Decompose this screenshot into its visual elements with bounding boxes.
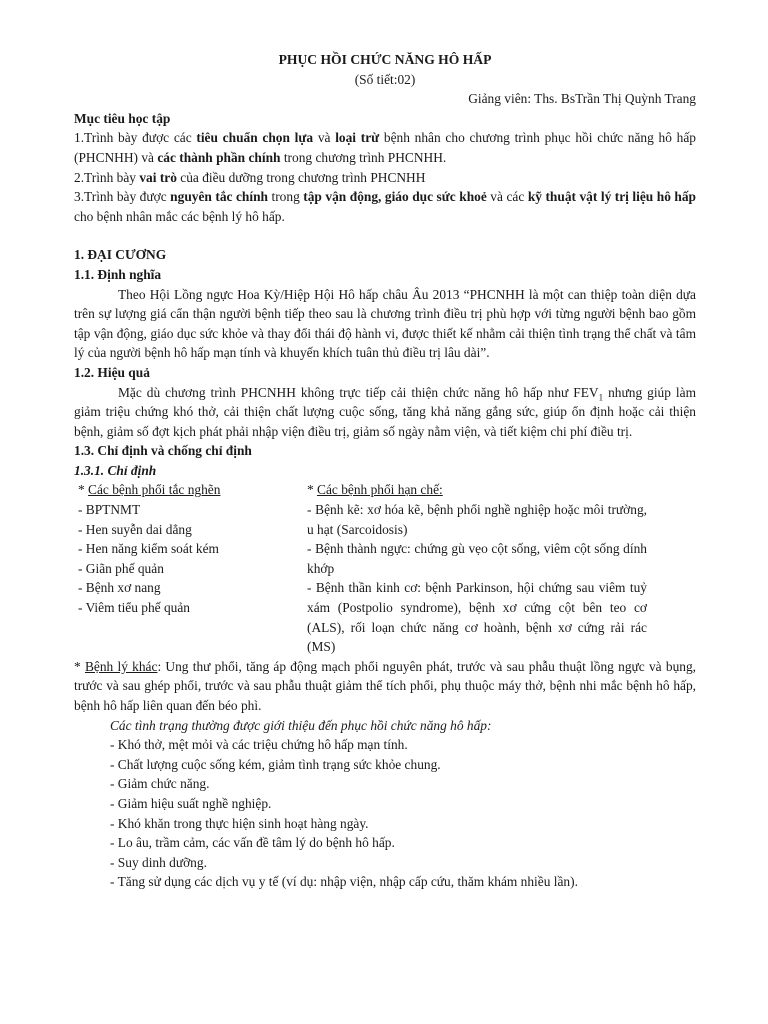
document-title: PHỤC HỒI CHỨC NĂNG HÔ HẤP [278, 52, 492, 67]
list-item: - Bệnh thành ngực: chứng gù vẹo cột sống, viêm cột sống dính khớp [307, 541, 647, 576]
list-item: - Khó khăn trong thực hiện sinh hoạt hàng ngày. [110, 815, 369, 831]
list-item: - Bệnh kẽ: xơ hóa kẽ, bệnh phổi nghề nghiệp hoặc môi trường, u hạt (Sarcoidosis) [307, 502, 647, 537]
list-item: - Giảm hiệu suất nghề nghiệp. [110, 795, 272, 811]
list-item: - Hen năng kiểm soát kém [78, 541, 219, 557]
list-item: - Chất lượng cuộc sống kém, giảm tình trạng sức khỏe chung. [110, 756, 441, 772]
objective-2: 2.Trình bày vai trò của điều dưỡng trong chương trình PHCNHH [74, 169, 426, 185]
document-subtitle: (Số tiết:02) [354, 71, 416, 87]
effectiveness-paragraph: Mặc dù chương trình PHCNHH không trực tiếp cải thiện chức năng hô hấp như $FEV_1$ nhưng giúp làm giảm triệu chứng khó thở, cải thiện chất lượng cuộc sống, tăng khả năng gắng sức, giúp ổn định hoặc cải thiện bệnh, giảm số đợt kịch phát phải nhập viện điều trị, giảm số ngày nằm viện, và tiết kiệm chi phí điều trị. [74, 384, 697, 439]
list-item: - Bệnh thần kinh cơ: bệnh Parkinson, hội chứng sau viêm tuỷ xám (Postpolio syndrome), bệnh xơ cứng cột bên teo cơ (ALS), rối loạn chức năng cơ hoành, bệnh xơ cứng rải rác (MS) [307, 580, 647, 655]
indications-columns [74, 480, 696, 656]
section-1-1-heading: 1.1. Định nghĩa [74, 266, 162, 282]
objective-3: 3.Trình bày được nguyên tắc chính trong tập vận động, giáo dục sức khoẻ và các kỹ thuật vật lý trị liệu hô hấp cho bệnh nhân mắc các bệnh lý hô hấp. [74, 189, 696, 224]
restrictive-title: * Các bệnh phổi hạn chế: [307, 482, 443, 498]
list-item: - BPTNMT [78, 502, 141, 518]
restrictive-column [307, 480, 647, 656]
list-item: - Lo âu, trầm cảm, các vấn đề tâm lý do bệnh hô hấp. [110, 835, 395, 851]
section-1-2-heading: 1.2. Hiệu quả [74, 364, 150, 380]
objectives-heading: Mục tiêu học tập [74, 110, 171, 126]
list-item: - Khó thở, mệt mỏi và các triệu chứng hô hấp mạn tính. [110, 737, 408, 753]
conditions-intro: Các tình trạng thường được giới thiệu đến phục hồi chức năng hô hấp: [110, 717, 492, 733]
list-item: - Giãn phế quản [78, 560, 164, 576]
list-item: - Bệnh xơ nang [78, 580, 161, 596]
objective-1: 1.Trình bày được các tiêu chuẩn chọn lựa và loại trừ bệnh nhân cho chương trình phục hồi chức năng hô hấp (PHCNHH) và các thành phần chính trong chương trình PHCNHH. [74, 130, 696, 165]
definition-paragraph: Theo Hội Lồng ngực Hoa Kỳ/Hiệp Hội Hô hấp châu Âu 2013 “PHCNHH là một can thiệp toàn diện dựa trên sự lượng giá cẩn thận người bệnh tiếp theo sau là chương trình điều trị phù hợp với từng người bệnh bao gồm tập vận động, giáo dục sức khỏe và thay đổi thái độ hành vi, được thiết kế nhằm cải thiện tình trạng thể chất và tâm lý của người bệnh hô hấp mạn tính và khuyến khích tuân thủ điều trị lâu dài”. [74, 286, 696, 361]
list-item: - Giảm chức năng. [110, 776, 210, 792]
list-item: - Tăng sử dụng các dịch vụ y tế (ví dụ: nhập viện, nhập cấp cứu, thăm khám nhiều lần). [110, 874, 578, 890]
other-diseases-paragraph: * Bệnh lý khác: Ung thư phổi, tăng áp động mạch phổi nguyên phát, trước và sau phẫu thuật lồng ngực và bụng, trước và sau ghép phổi, trước và sau phẫu thuật giảm thể tích phổi, phụ thuộc máy thở, bệnh nhi mắc bệnh hô hấp, bệnh hô hấp liên quan đến béo phì. [74, 658, 697, 713]
list-item: - Viêm tiểu phế quản [78, 600, 190, 616]
list-item: - Suy dinh dưỡng. [110, 854, 207, 870]
lecturer-line: Giảng viên: Ths. BsTrần Thị Quỳnh Trang [468, 91, 696, 107]
obstructive-title: * Các bệnh phổi tắc nghẽn [78, 482, 221, 498]
obstructive-column [74, 480, 307, 656]
list-item: - Hen suyễn dai dẳng [78, 521, 192, 537]
section-1-heading: 1. ĐẠI CƯƠNG [74, 247, 167, 263]
section-1-3-heading: 1.3. Chỉ định và chống chỉ định [74, 443, 252, 459]
section-1-3-1-heading: 1.3.1. Chỉ định [74, 462, 157, 478]
